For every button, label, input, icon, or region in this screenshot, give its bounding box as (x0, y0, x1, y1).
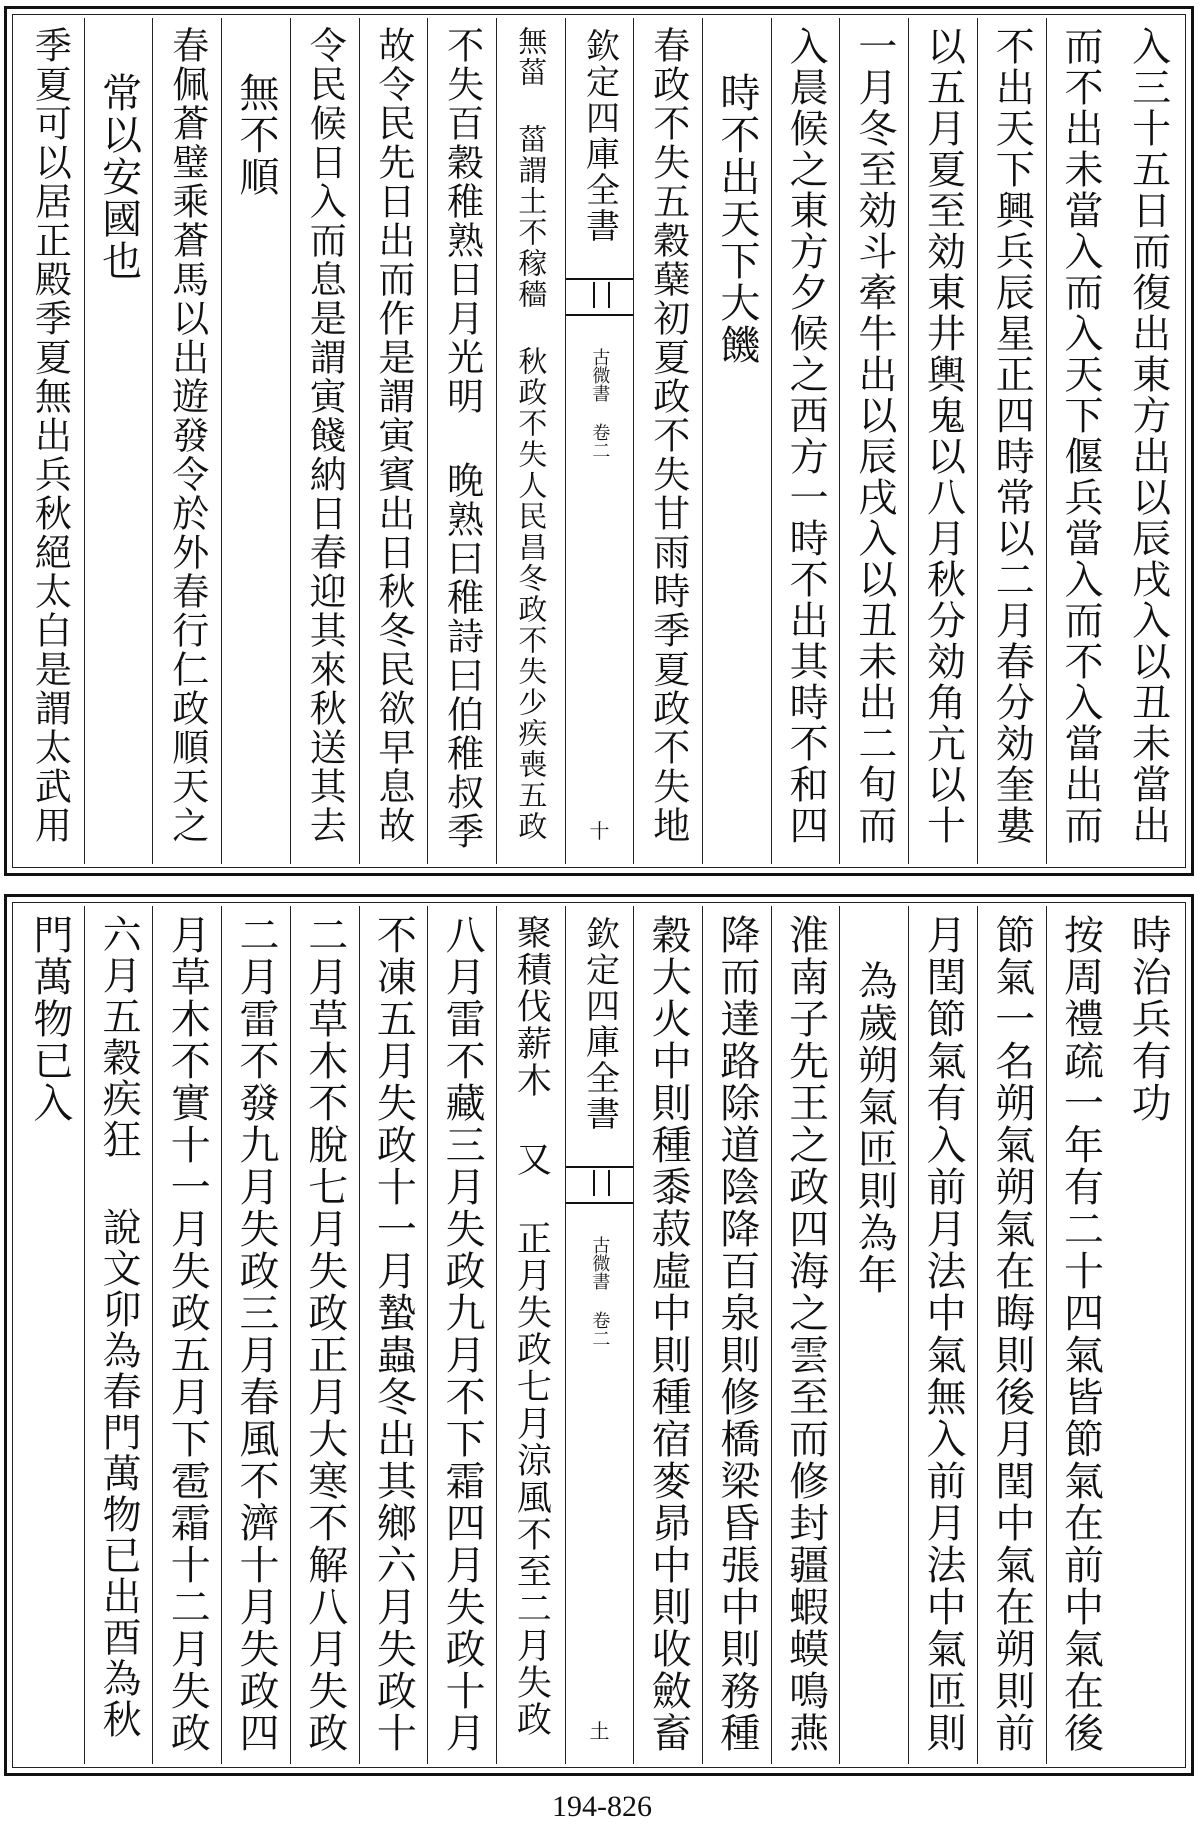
gutter-title: 欽定四庫全書 (579, 28, 620, 244)
page-footer-number: 194-826 (552, 1790, 652, 1823)
text-column (839, 18, 908, 864)
text-column (1046, 18, 1115, 864)
column-text: 月草木不實十一月失政五月下雹霜十二月失政 (164, 914, 211, 1754)
text-column (359, 906, 428, 1764)
text-column (152, 18, 221, 864)
text-column (908, 906, 977, 1764)
text-column (702, 906, 771, 1764)
column-text: 節氣一名朔氣朔氣在晦則後月閏中氣在朔則前 (988, 914, 1035, 1754)
text-column (771, 906, 840, 1764)
column-text: 六月五穀疾狂 說文卯為春門萬物已出酉為秋 (96, 914, 142, 1740)
column-text: 入晨候之東方夕候之西方一時不出其時不和四 (783, 26, 829, 846)
column-text: 春佩蒼璧乘蒼馬以出遊發令於外春行仁政順天之 (165, 26, 209, 845)
column-text: 令民候日入而息是謂寅餞納日春迎其來秋送其去 (303, 26, 347, 845)
text-column (427, 18, 496, 864)
fishtail-mark-icon (566, 1166, 634, 1204)
column-text: 門萬物已入 (26, 914, 73, 1124)
upper-page-frame (4, 6, 1194, 876)
text-column (771, 18, 840, 864)
column-text: 按周禮疏一年有二十四氣皆節氣在前中氣在後 (1057, 914, 1104, 1754)
text-column (84, 906, 153, 1764)
text-column (290, 18, 359, 864)
column-text: 故令民先日出而作是謂寅賓出日秋冬民欲早息故 (371, 26, 415, 845)
text-column (221, 906, 290, 1764)
column-text: 春政不失五穀蘖初夏政不失甘雨時季夏政不失地 (646, 26, 690, 845)
column-text: 不失百穀稚熟日月光明 晚熟曰稚詩曰伯稚叔季 (440, 26, 484, 851)
leaf-number: 十 (589, 819, 610, 843)
text-column (633, 18, 702, 864)
text-column (977, 906, 1046, 1764)
column-text: 不凍五月失政十一月蟄蟲冬出其鄉六月失政十 (370, 914, 417, 1754)
text-column (359, 18, 428, 864)
column-text: 二月雷不發九月失政三月春風不濟十月失政四 (233, 914, 279, 1754)
column-text: 不出天下興兵辰星正四時常以二月春分効奎婁 (989, 26, 1035, 846)
text-column (1114, 18, 1182, 864)
text-column (633, 906, 702, 1764)
text-column (290, 906, 359, 1764)
gutter-title: 欽定四庫全書 (579, 916, 620, 1132)
text-column (839, 906, 908, 1764)
column-text: 聚積伐薪木 又 正月失政七月涼風不至二月失政 (511, 914, 552, 1738)
text-column (1114, 906, 1182, 1764)
column-text: 穀大火中則種黍菽虛中則種宿麥昴中則收斂畜 (645, 914, 692, 1754)
lower-text-columns (16, 906, 1182, 1764)
text-column (152, 906, 221, 1764)
column-text: 月閏節氣有入前月法中氣無入前月法中氣匝則 (920, 914, 967, 1754)
column-text: 為歲朔氣匝則為年 (851, 960, 898, 1296)
lower-page-frame (4, 894, 1194, 1776)
fishtail-mark-icon (566, 278, 634, 316)
column-text: 八月雷不藏三月失政九月不下霜四月失政十月 (439, 914, 486, 1754)
column-text: 而不出未當入而入天下偃兵當入而不入當出而 (1057, 26, 1103, 846)
text-column (427, 906, 496, 1764)
text-column (908, 18, 977, 864)
column-text: 時不出天下大饑 (713, 72, 760, 366)
column-text: 淮南子先王之政四海之雲至而修封疆蝦蟆鳴燕 (782, 914, 829, 1754)
text-column (977, 18, 1046, 864)
column-text: 入三十五日而復出東方出以辰戌入以丑未當出 (1125, 26, 1171, 846)
text-column (16, 906, 84, 1764)
column-text: 二月草木不脫七月失政正月大寒不解八月失政 (301, 914, 348, 1754)
column-text: 無不順 (233, 72, 279, 198)
column-text: 以五月夏至効東井輿鬼以八月秋分効角亢以十 (920, 26, 966, 846)
text-column (16, 18, 84, 864)
text-column (84, 18, 153, 864)
upper-text-columns (16, 18, 1182, 864)
column-text: 常以安國也 (95, 72, 142, 282)
column-text: 時治兵有功 (1125, 914, 1172, 1124)
gutter-reference: 古微書 卷二 (589, 1236, 611, 1347)
text-column (1046, 906, 1115, 1764)
gutter-column (565, 18, 634, 864)
text-column (496, 906, 565, 1764)
column-text: 季夏可以居正殿季夏無出兵秋絕太白是謂太武用 (28, 26, 72, 845)
leaf-number: 土 (589, 1719, 610, 1743)
text-column (496, 18, 565, 864)
column-text: 一月冬至効斗牽牛出以辰戌入以丑未出二旬而 (851, 26, 897, 846)
text-column (221, 18, 290, 864)
column-text: 降而達路除道陰降百泉則修橋梁昏張中則務種 (713, 914, 760, 1754)
gutter-reference: 古微書 卷二 (589, 348, 611, 459)
column-text: 無菑 菑謂土不稼穡 秋政不失人民昌冬政不失少疾喪五政 (514, 26, 549, 842)
gutter-column (565, 906, 634, 1764)
text-column (702, 18, 771, 864)
